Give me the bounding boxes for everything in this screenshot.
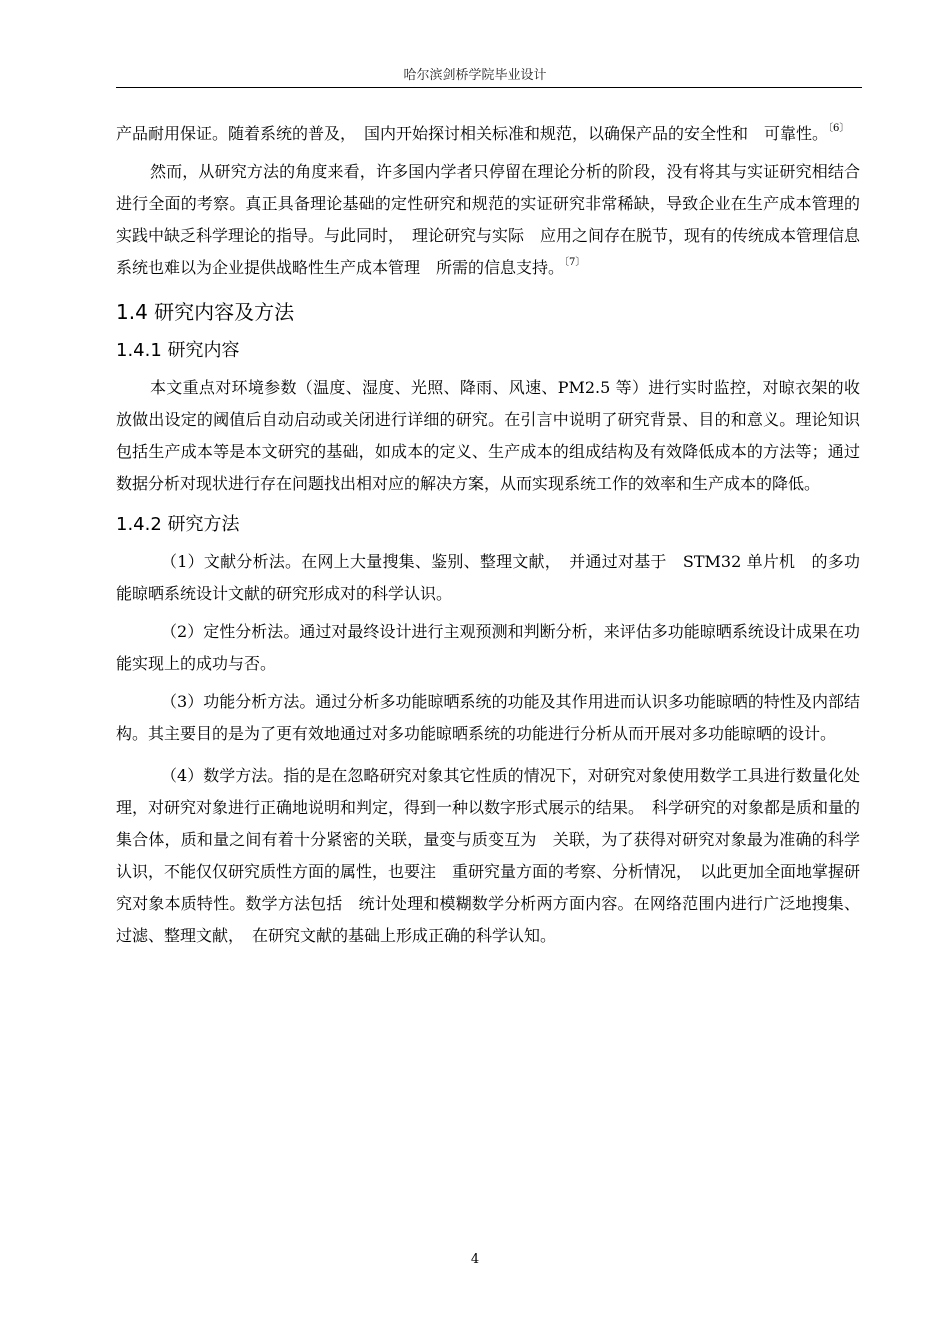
paragraph-research-gap bbox=[116, 156, 860, 284]
method-item-literature: （1）文献分析法。在网上大量搜集、鉴别、整理文献， 并通过对基于 STM32 单片机 的多功能晾晒系统设计文献的研究形成对的科学认识。 bbox=[116, 552, 860, 603]
paragraph-text: 然而，从研究方法的角度来看，许多国内学者只停留在理论分析的阶段，没有将其与实证研究相结合进行全面的考察。真正具备理论基础的定性研究和规范的实证研究非常稀缺，导致企业在生产成本管理的实践中缺乏科学理论的指导。与此同时， 理论研究与实际 应用之间存在脱节，现有的传统成本管理信息系统也难以为企业提供战略性生产成本管理 所需的信息支持。 bbox=[116, 162, 861, 277]
citation-marker: 〔6〕 bbox=[828, 123, 850, 134]
paragraph-intro-continued bbox=[116, 118, 860, 150]
section-heading: 1.4 研究内容及方法 bbox=[116, 300, 295, 324]
paragraph-research-content: 本文重点对环境参数（温度、湿度、光照、降雨、风速、PM2.5 等）进行实时监控，对晾衣架的收放做出设定的阈值后自动启动或关闭进行详细的研究。在引言中说明了研究背景、目的和意义。理论知识包括生产成本等是本文研究的基础，如成本的定义、生产成本的组成结构及有效降低成本的方法等；通过数据分析对现状进行存在问题找出相对应的解决方案，从而实现系统工作的效率和生产成本的降低。 bbox=[116, 378, 860, 493]
method-item-qualitative: （2）定性分析法。通过对最终设计进行主观预测和判断分析，来评估多功能晾晒系统设计成果在功能实现上的成功与否。 bbox=[116, 622, 860, 673]
page-body bbox=[116, 118, 860, 952]
page-number: 4 bbox=[470, 1252, 480, 1267]
page-header-title: 哈尔滨剑桥学院毕业设计 bbox=[403, 68, 547, 83]
paragraph-text: 产品耐用保证。随着系统的普及， 国内开始探讨相关标准和规范，以确保产品的安全性和 可靠性。 bbox=[116, 124, 829, 143]
subsection-heading-methods: 1.4.2 研究方法 bbox=[116, 514, 240, 535]
method-item-mathematical: （4）数学方法。指的是在忽略研究对象其它性质的情况下，对研究对象使用数学工具进行数量化处理，对研究对象进行正确地说明和判定，得到一种以数字形式展示的结果。 科学研究的对象都是质和量的集合体，质和量之间有着十分紧密的关联，量变与质变互为 关联，为了获得对研究对象最为准确的科学认识，不能仅仅研究质性方面的属性，也要注 重研究量方面的考察、分析情况， 以此更加全面地掌握研究对象本质特性。数学方法包括 统计处理和模糊数学分析两方面内容。在网络范围内进行广泛地搜集、过滤、整理文献， 在研究文献的基础上形成正确的科学认知。 bbox=[116, 766, 861, 945]
citation-marker: 〔7〕 bbox=[564, 257, 586, 268]
subsection-heading-content: 1.4.1 研究内容 bbox=[116, 340, 240, 361]
header-divider bbox=[116, 87, 862, 88]
method-item-functional: （3）功能分析方法。通过分析多功能晾晒系统的功能及其作用进而认识多功能晾晒的特性及内部结构。其主要目的是为了更有效地通过对多功能晾晒系统的功能进行分析从而开展对多功能晾晒的设计。 bbox=[116, 692, 860, 743]
